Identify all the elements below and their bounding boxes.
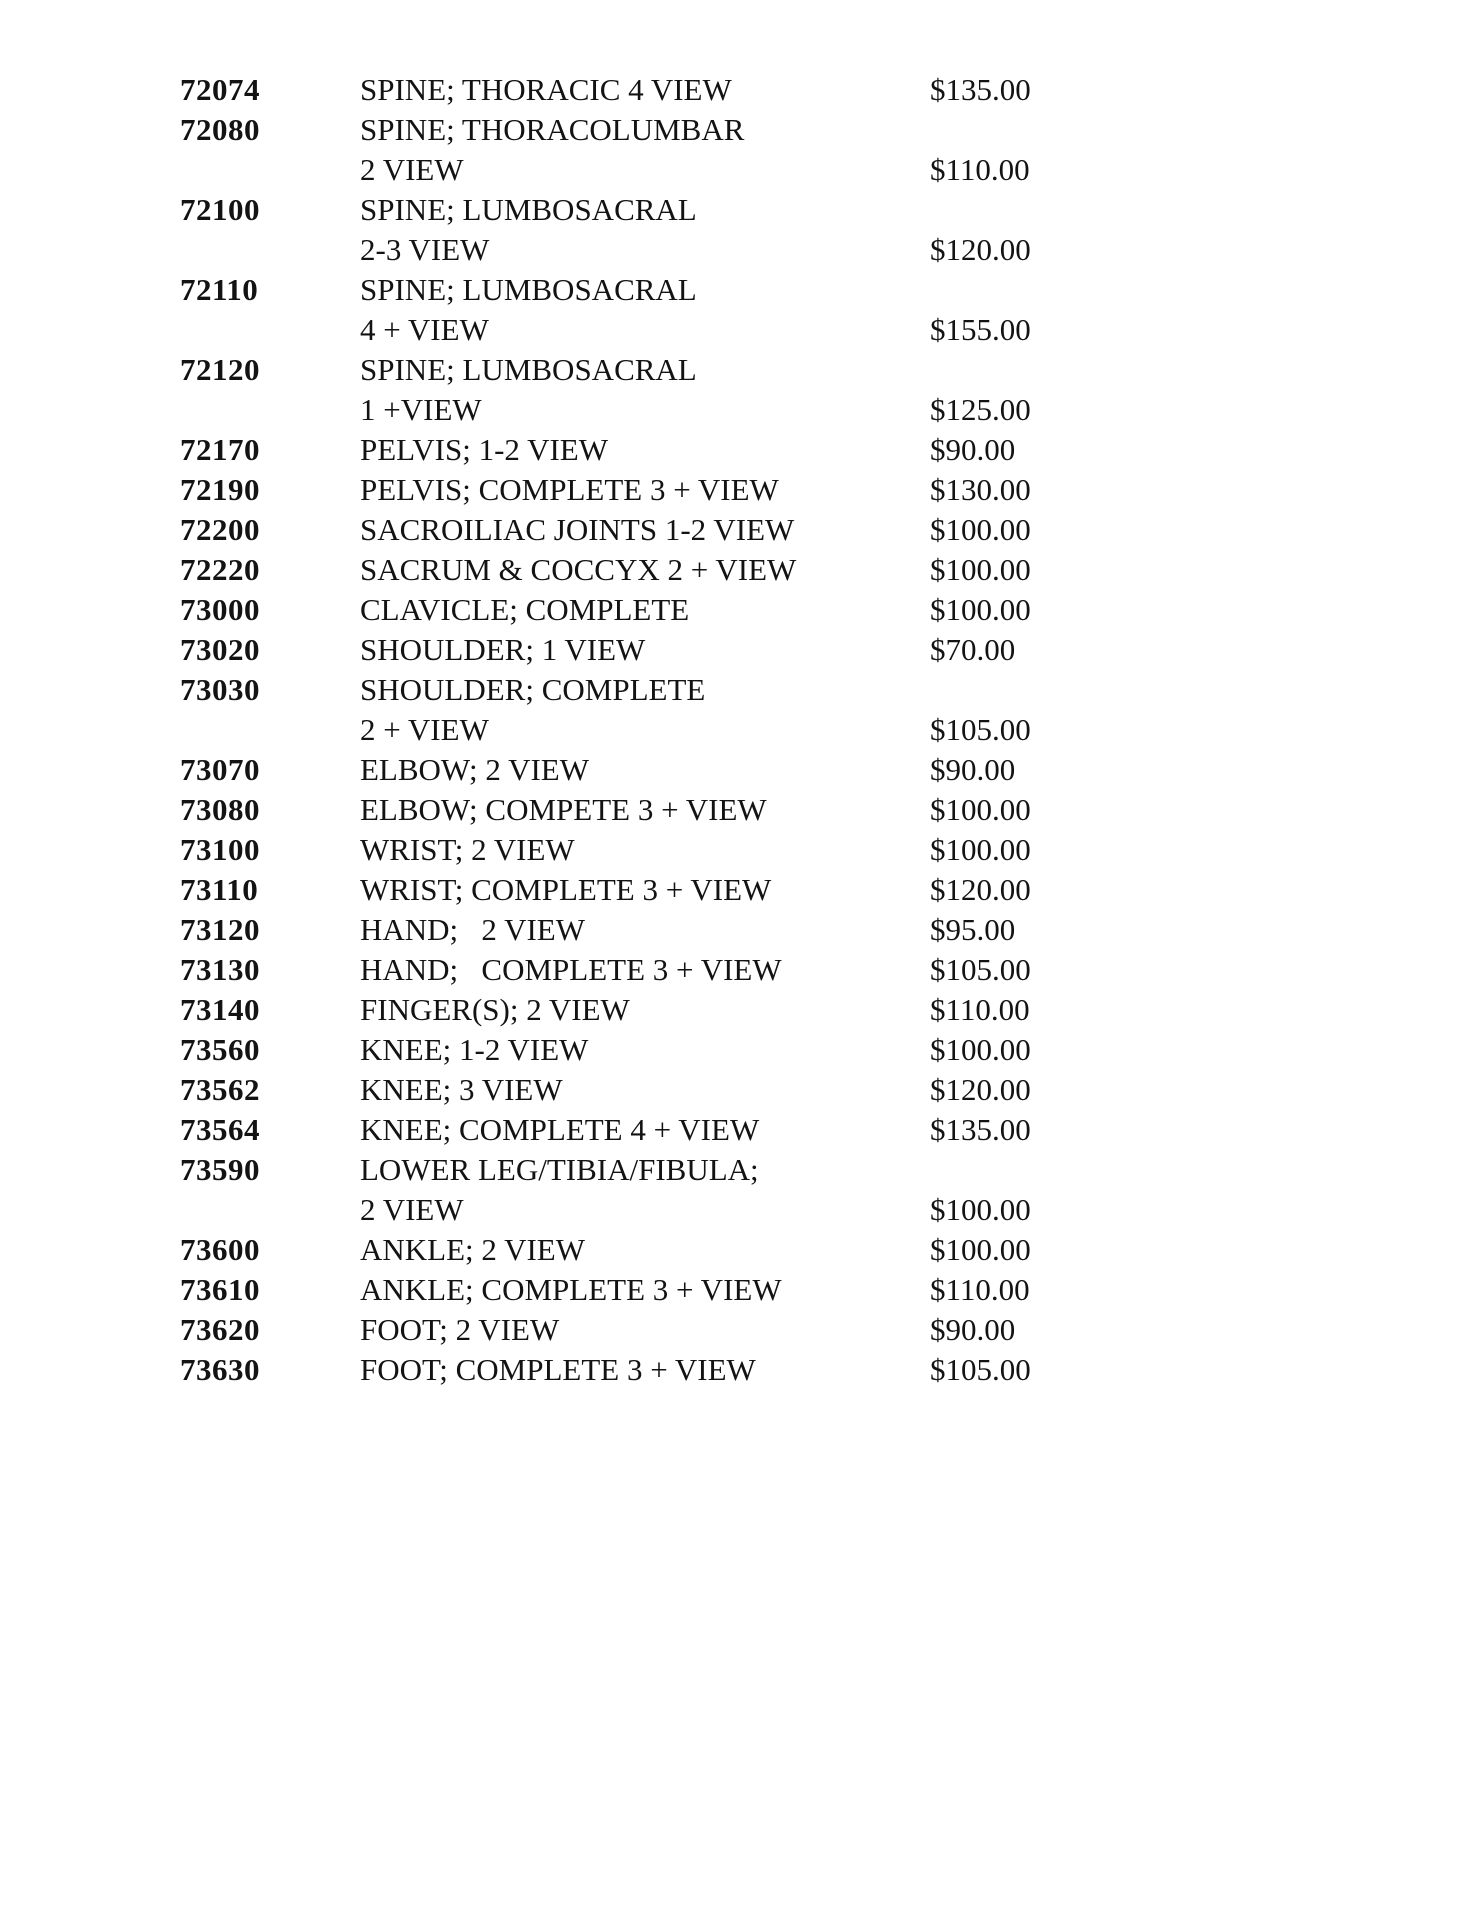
table-row <box>180 1230 1484 1270</box>
procedure-code: 73120 <box>180 912 260 947</box>
table-row <box>180 550 1484 590</box>
procedure-price: $135.00 <box>930 72 1031 107</box>
description-line: 4 + VIEW <box>360 312 489 347</box>
description-line: 2-3 VIEW <box>360 232 490 267</box>
procedure-price: $90.00 <box>930 432 1016 467</box>
procedure-price: $90.00 <box>930 752 1016 787</box>
procedure-description <box>360 950 930 990</box>
procedure-price: $110.00 <box>930 152 1030 187</box>
procedure-code: 72190 <box>180 472 260 507</box>
description-line: WRIST; 2 VIEW <box>360 832 575 867</box>
description-line: 2 VIEW <box>360 1192 464 1227</box>
procedure-price: $125.00 <box>930 392 1031 427</box>
description-line: SACRUM & COCCYX 2 + VIEW <box>360 552 797 587</box>
procedure-price: $105.00 <box>930 1352 1031 1387</box>
procedure-description <box>360 630 930 670</box>
procedure-price: $100.00 <box>930 1032 1031 1067</box>
procedure-code: 72200 <box>180 512 260 547</box>
procedure-code: 73610 <box>180 1272 260 1307</box>
description-line: FINGER(S); 2 VIEW <box>360 992 630 1027</box>
description-line: KNEE; 3 VIEW <box>360 1072 563 1107</box>
procedure-price: $120.00 <box>930 872 1031 907</box>
table-row <box>180 750 1484 790</box>
procedure-description <box>360 470 930 510</box>
description-line: LOWER LEG/TIBIA/FIBULA; <box>360 1152 759 1187</box>
procedure-code: 72110 <box>180 272 259 307</box>
procedure-code: 73630 <box>180 1352 260 1387</box>
procedure-description <box>360 1310 930 1350</box>
procedure-price: $95.00 <box>930 912 1016 947</box>
table-row <box>180 670 1484 750</box>
procedure-description <box>360 1230 930 1270</box>
table-row <box>180 70 1484 110</box>
procedure-description <box>360 190 930 270</box>
table-row <box>180 1270 1484 1310</box>
description-line: FOOT; COMPLETE 3 + VIEW <box>360 1352 756 1387</box>
description-line: PELVIS; COMPLETE 3 + VIEW <box>360 472 779 507</box>
procedure-code: 73000 <box>180 592 260 627</box>
procedure-code: 73564 <box>180 1112 260 1147</box>
description-line: SHOULDER; 1 VIEW <box>360 632 646 667</box>
description-line: PELVIS; 1-2 VIEW <box>360 432 608 467</box>
procedure-price: $100.00 <box>930 552 1031 587</box>
procedure-description <box>360 70 930 110</box>
procedure-description <box>360 790 930 830</box>
procedure-price: $100.00 <box>930 832 1031 867</box>
description-line: SPINE; LUMBOSACRAL <box>360 272 697 307</box>
description-line: KNEE; COMPLETE 4 + VIEW <box>360 1112 760 1147</box>
description-line: ANKLE; COMPLETE 3 + VIEW <box>360 1272 782 1307</box>
table-row <box>180 1310 1484 1350</box>
procedure-price: $70.00 <box>930 632 1016 667</box>
description-line: 1 +VIEW <box>360 392 482 427</box>
procedure-code: 72170 <box>180 432 260 467</box>
description-line: ELBOW; COMPETE 3 + VIEW <box>360 792 767 827</box>
procedure-code: 73030 <box>180 672 260 707</box>
procedure-price: $135.00 <box>930 1112 1031 1147</box>
procedure-code: 73590 <box>180 1152 260 1187</box>
procedure-price: $100.00 <box>930 512 1031 547</box>
description-line: CLAVICLE; COMPLETE <box>360 592 690 627</box>
description-line: 2 + VIEW <box>360 712 489 747</box>
procedure-price: $100.00 <box>930 592 1031 627</box>
procedure-code: 73020 <box>180 632 260 667</box>
description-line: WRIST; COMPLETE 3 + VIEW <box>360 872 772 907</box>
procedure-code: 73140 <box>180 992 260 1027</box>
table-row <box>180 830 1484 870</box>
procedure-description <box>360 430 930 470</box>
procedure-description <box>360 1270 930 1310</box>
table-row <box>180 1030 1484 1070</box>
procedure-code: 73100 <box>180 832 260 867</box>
description-line: 2 VIEW <box>360 152 464 187</box>
procedure-code: 72080 <box>180 112 260 147</box>
procedure-price: $100.00 <box>930 1232 1031 1267</box>
procedure-price: $120.00 <box>930 232 1031 267</box>
table-row <box>180 350 1484 430</box>
procedure-price: $105.00 <box>930 952 1031 987</box>
table-row <box>180 1150 1484 1230</box>
description-line: FOOT; 2 VIEW <box>360 1312 560 1347</box>
table-row <box>180 590 1484 630</box>
procedure-code: 73600 <box>180 1232 260 1267</box>
procedure-description <box>360 1150 930 1230</box>
table-row <box>180 910 1484 950</box>
table-row <box>180 430 1484 470</box>
description-line: ELBOW; 2 VIEW <box>360 752 590 787</box>
price-table <box>180 70 1484 1390</box>
procedure-description <box>360 1110 930 1150</box>
procedure-description <box>360 910 930 950</box>
procedure-price: $100.00 <box>930 1192 1031 1227</box>
procedure-description <box>360 350 930 430</box>
description-line: SACROILIAC JOINTS 1-2 VIEW <box>360 512 795 547</box>
table-row <box>180 1350 1484 1390</box>
procedure-description <box>360 830 930 870</box>
table-row <box>180 110 1484 190</box>
procedure-description <box>360 1070 930 1110</box>
procedure-price: $120.00 <box>930 1072 1031 1107</box>
procedure-description <box>360 510 930 550</box>
table-row <box>180 270 1484 350</box>
procedure-code: 73620 <box>180 1312 260 1347</box>
procedure-description <box>360 990 930 1030</box>
procedure-code: 72100 <box>180 192 260 227</box>
description-line: HAND; COMPLETE 3 + VIEW <box>360 952 782 987</box>
procedure-price: $100.00 <box>930 792 1031 827</box>
procedure-code: 72220 <box>180 552 260 587</box>
table-row <box>180 470 1484 510</box>
procedure-code: 72074 <box>180 72 260 107</box>
procedure-description <box>360 870 930 910</box>
procedure-code: 73130 <box>180 952 260 987</box>
table-row <box>180 790 1484 830</box>
description-line: KNEE; 1-2 VIEW <box>360 1032 589 1067</box>
procedure-code: 73560 <box>180 1032 260 1067</box>
procedure-code: 73562 <box>180 1072 260 1107</box>
table-row <box>180 190 1484 270</box>
procedure-description <box>360 1350 930 1390</box>
table-row <box>180 630 1484 670</box>
procedure-code: 73110 <box>180 872 259 907</box>
procedure-price: $155.00 <box>930 312 1031 347</box>
procedure-price: $130.00 <box>930 472 1031 507</box>
table-row <box>180 870 1484 910</box>
procedure-description <box>360 550 930 590</box>
description-line: SHOULDER; COMPLETE <box>360 672 706 707</box>
procedure-price: $110.00 <box>930 992 1030 1027</box>
procedure-price: $105.00 <box>930 712 1031 747</box>
procedure-description <box>360 270 930 350</box>
procedure-description <box>360 590 930 630</box>
procedure-description <box>360 1030 930 1070</box>
table-row <box>180 950 1484 990</box>
procedure-code: 73080 <box>180 792 260 827</box>
table-row <box>180 1070 1484 1110</box>
description-line: ANKLE; 2 VIEW <box>360 1232 585 1267</box>
description-line: SPINE; THORACIC 4 VIEW <box>360 72 732 107</box>
procedure-code: 72120 <box>180 352 260 387</box>
description-line: SPINE; THORACOLUMBAR <box>360 112 745 147</box>
procedure-code: 73070 <box>180 752 260 787</box>
table-row <box>180 510 1484 550</box>
table-row <box>180 1110 1484 1150</box>
procedure-price: $90.00 <box>930 1312 1016 1347</box>
procedure-price: $110.00 <box>930 1272 1030 1307</box>
procedure-description <box>360 110 930 190</box>
description-line: SPINE; LUMBOSACRAL <box>360 192 697 227</box>
table-row <box>180 990 1484 1030</box>
description-line: SPINE; LUMBOSACRAL <box>360 352 697 387</box>
description-line: HAND; 2 VIEW <box>360 912 586 947</box>
procedure-description <box>360 670 930 750</box>
procedure-description <box>360 750 930 790</box>
